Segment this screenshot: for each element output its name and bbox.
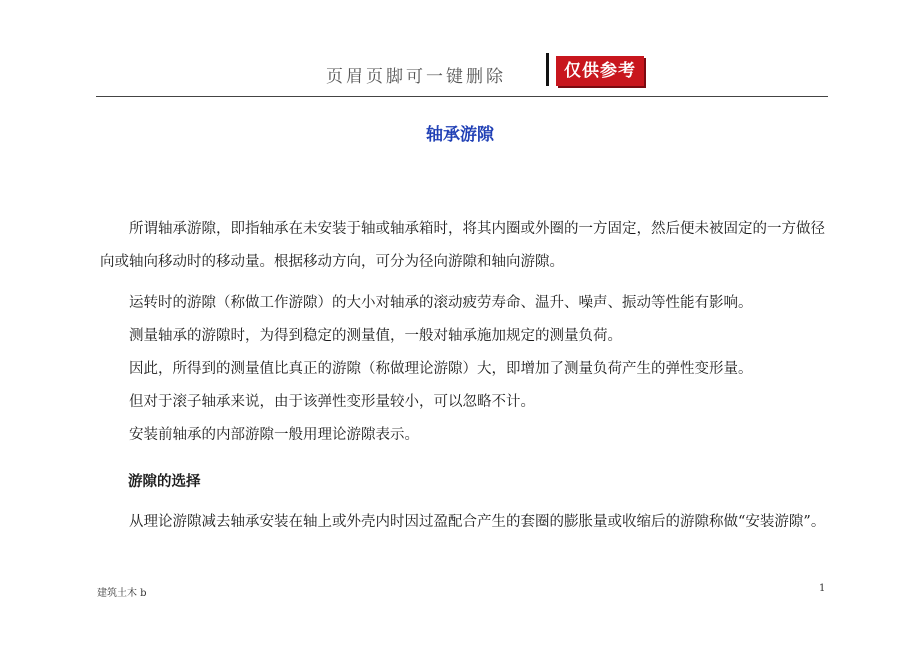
header-divider: [546, 53, 549, 86]
footer-left-text: 建筑土木 b: [97, 588, 147, 599]
paragraph-definition: 所谓轴承游隙，即指轴承在未安装于轴或轴承箱时，将其内圈或外圈的一方固定，然后便未被固定的一方做径向或轴向移动时的移动量。根据移动方向，可分为径向游隙和轴向游隙。: [100, 221, 825, 270]
paragraph-theoretical-clearance: 因此，所得到的测量值比真正的游隙（称做理论游隙）大，即增加了测量负荷产生的弹性变形量。: [129, 361, 753, 377]
section-heading: 游隙的选择: [128, 474, 201, 490]
paragraph-pre-install: 安装前轴承的内部游隙一般用理论游隙表示。: [129, 427, 419, 443]
header-rule: [96, 96, 828, 97]
reference-stamp: 仅供参考: [556, 56, 644, 86]
paragraph-roller-bearing: 但对于滚子轴承来说，由于该弹性变形量较小，可以忽略不计。: [129, 394, 535, 410]
intro-block: [100, 213, 828, 279]
page-number: 1: [819, 583, 826, 594]
body-block: [100, 287, 828, 452]
section-block: [100, 506, 828, 539]
paragraph-installed-clearance: 从理论游隙减去轴承安装在轴上或外壳内时因过盈配合产生的套圈的膨胀量或收缩后的游隙称做“安装游隙”。: [129, 514, 826, 530]
paragraph-measurement-load: 测量轴承的游隙时，为得到稳定的测量值，一般对轴承施加规定的测量负荷。: [129, 328, 622, 344]
paragraph-working-clearance: 运转时的游隙（称做工作游隙）的大小对轴承的滚动疲劳寿命、温升、噪声、振动等性能有影响。: [129, 295, 753, 311]
header-text: 页眉页脚可一键删除: [326, 67, 506, 87]
document-title: 轴承游隙: [426, 125, 494, 145]
